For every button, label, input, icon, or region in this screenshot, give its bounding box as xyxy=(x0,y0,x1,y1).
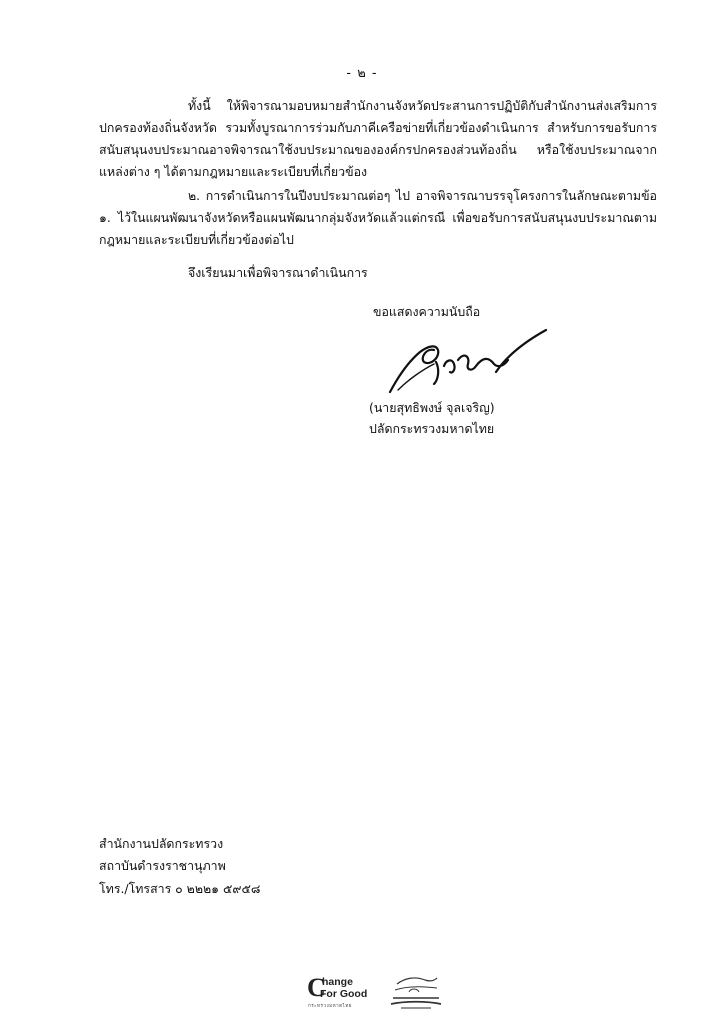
paragraph-2-text: ๒. การดำเนินการในปีงบประมาณต่อๆ ไป อาจพิจารณาบรรจุโครงการในลักษณะตามข้อ ๑. ไว้ในแผนพัฒนาจังหวัดหรือแผนพัฒนากลุ่มจังหวัดแล้วแต่กรณี เพื่อขอรับการสนับสนุนงบประมาณตามกฎหมายและระเบียบที่เกี่ยวข้องต่อไป xyxy=(99,188,657,247)
ministry-seal-icon xyxy=(387,972,445,1012)
paragraph-2 xyxy=(99,185,657,251)
paragraph-1-text: ทั้งนี้ ให้พิจารณามอบหมายสำนักงานจังหวัดประสานการปฏิบัติกับสำนักงานส่งเสริมการปกครองท้องถิ่นจังหวัด รวมทั้งบูรณาการร่วมกับภาคีเครือข่ายที่เกี่ยวข้องดำเนินการ สำหรับการขอรับการสนับสนุนงบประมาณอาจพิจารณาใช้งบประมาณขององค์กรปกครองส่วนท้องถิ่น หรือใช้งบประมาณจากแหล่งต่าง ๆ ได้ตามกฎหมายและระเบียบที่เกี่ยวข้อง xyxy=(99,98,657,179)
paragraph-1 xyxy=(99,95,657,183)
change-for-good-letter: C xyxy=(307,973,326,1002)
page-number: - ๒ - xyxy=(346,66,378,81)
footer-phone: โทร./โทรสาร ๐ ๒๒๒๑ ๕๙๕๘ xyxy=(99,881,261,896)
footer-institute: สถาบันดำรงราชานุภาพ xyxy=(99,858,226,873)
closing-salutation: ขอแสดงความนับถือ xyxy=(373,304,481,319)
paragraph-3: จึงเรียนมาเพื่อพิจารณาดำเนินการ xyxy=(188,265,368,280)
signer-title: ปลัดกระทรวงมหาดไทย xyxy=(369,421,495,436)
footer-office: สำนักงานปลัดกระทรวง xyxy=(99,836,224,851)
signer-name: (นายสุทธิพงษ์ จุลเจริญ) xyxy=(369,400,495,415)
change-for-good-logo xyxy=(307,975,387,1009)
change-for-good-sub: กระทรวงมหาดไทย xyxy=(308,1004,352,1009)
signature xyxy=(378,322,558,402)
change-for-good-line2: For Good xyxy=(320,988,368,1000)
change-for-good-line1: hange xyxy=(322,976,353,988)
